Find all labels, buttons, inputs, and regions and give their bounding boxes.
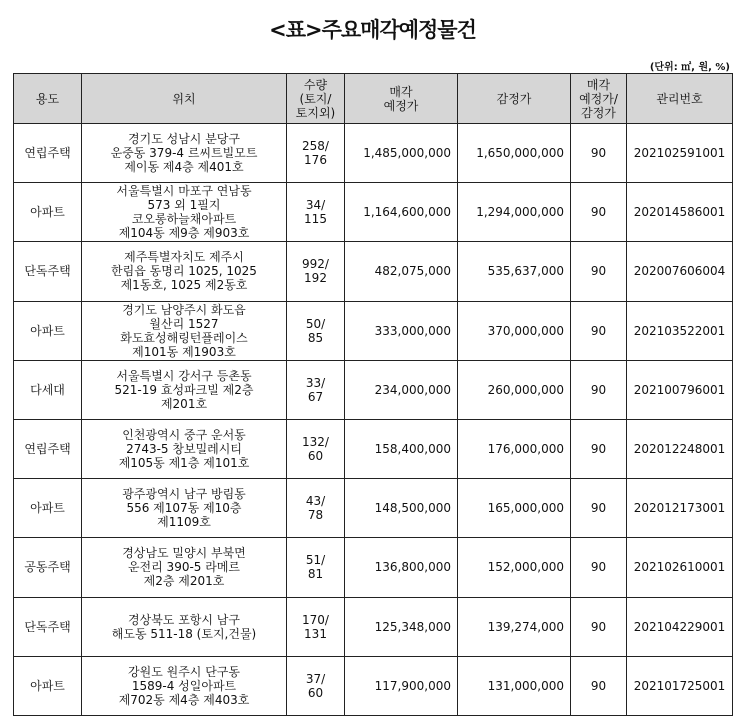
cell-quantity: 170/ 131 [287, 597, 345, 656]
cell-manage-no: 202102610001 [627, 538, 733, 597]
cell-ratio: 90 [571, 183, 627, 242]
table-row [14, 656, 733, 715]
cell-sale-price: 117,900,000 [345, 656, 458, 715]
cell-sale-price: 234,000,000 [345, 360, 458, 419]
cell-use: 아파트 [14, 479, 82, 538]
cell-appraisal: 165,000,000 [458, 479, 571, 538]
cell-quantity: 33/ 67 [287, 360, 345, 419]
cell-ratio: 90 [571, 301, 627, 360]
cell-appraisal: 260,000,000 [458, 360, 571, 419]
cell-location: 서울특별시 마포구 연남동 573 외 1필지 코오롱하늘채아파트 제104동 제9층 제903호 [82, 183, 287, 242]
cell-ratio: 90 [571, 124, 627, 183]
unit-note: (단위: ㎡, 원, %) [649, 62, 730, 73]
cell-appraisal: 1,650,000,000 [458, 124, 571, 183]
cell-manage-no: 202007606004 [627, 242, 733, 301]
cell-manage-no: 202104229001 [627, 597, 733, 656]
cell-quantity: 37/ 60 [287, 656, 345, 715]
table-row [14, 124, 733, 183]
table-row [14, 597, 733, 656]
cell-appraisal: 1,294,000,000 [458, 183, 571, 242]
cell-ratio: 90 [571, 597, 627, 656]
page-title: <표>주요매각예정물건 [269, 18, 476, 42]
cell-sale-price: 1,485,000,000 [345, 124, 458, 183]
cell-use: 아파트 [14, 301, 82, 360]
cell-use: 공동주택 [14, 538, 82, 597]
cell-manage-no: 202012248001 [627, 419, 733, 478]
table-row [14, 301, 733, 360]
table-row [14, 360, 733, 419]
cell-location: 경상남도 밀양시 부북면 운전리 390-5 라메르 제2층 제201호 [82, 538, 287, 597]
cell-sale-price: 136,800,000 [345, 538, 458, 597]
cell-location: 광주광역시 남구 방림동 556 제107동 제10층 제1109호 [82, 479, 287, 538]
cell-sale-price: 148,500,000 [345, 479, 458, 538]
cell-sale-price: 482,075,000 [345, 242, 458, 301]
cell-location: 서울특별시 강서구 등촌동 521-19 효성파크빌 제2층 제201호 [82, 360, 287, 419]
cell-location: 경기도 남양주시 화도읍 월산리 1527 화도효성해링턴플레이스 제101동 제1903호 [82, 301, 287, 360]
cell-location: 경상북도 포항시 남구 해도동 511-18 (토지,건물) [82, 597, 287, 656]
cell-quantity: 34/ 115 [287, 183, 345, 242]
header-quantity: 수량 (토지/ 토지외) [287, 74, 345, 124]
cell-quantity: 132/ 60 [287, 419, 345, 478]
header-manage-no: 관리번호 [627, 74, 733, 124]
cell-sale-price: 158,400,000 [345, 419, 458, 478]
cell-ratio: 90 [571, 242, 627, 301]
cell-use: 연립주택 [14, 124, 82, 183]
header-location: 위치 [82, 74, 287, 124]
cell-quantity: 43/ 78 [287, 479, 345, 538]
cell-use: 연립주택 [14, 419, 82, 478]
cell-manage-no: 202100796001 [627, 360, 733, 419]
cell-quantity: 51/ 81 [287, 538, 345, 597]
cell-manage-no: 202012173001 [627, 479, 733, 538]
cell-ratio: 90 [571, 656, 627, 715]
cell-quantity: 258/ 176 [287, 124, 345, 183]
cell-location: 강원도 원주시 단구동 1589-4 성일아파트 제702동 제4층 제403호 [82, 656, 287, 715]
table-row [14, 242, 733, 301]
table-row [14, 479, 733, 538]
cell-manage-no: 202103522001 [627, 301, 733, 360]
cell-appraisal: 370,000,000 [458, 301, 571, 360]
cell-quantity: 50/ 85 [287, 301, 345, 360]
table-row [14, 538, 733, 597]
cell-sale-price: 125,348,000 [345, 597, 458, 656]
cell-use: 단독주택 [14, 597, 82, 656]
cell-location: 제주특별자치도 제주시 한림읍 동명리 1025, 1025 제1동호, 1025 제2동호 [82, 242, 287, 301]
cell-ratio: 90 [571, 479, 627, 538]
cell-appraisal: 139,274,000 [458, 597, 571, 656]
cell-use: 단독주택 [14, 242, 82, 301]
cell-quantity: 992/ 192 [287, 242, 345, 301]
cell-location: 인천광역시 중구 운서동 2743-5 창보밀레시티 제105동 제1층 제101호 [82, 419, 287, 478]
cell-use: 다세대 [14, 360, 82, 419]
cell-appraisal: 176,000,000 [458, 419, 571, 478]
table-header-row [14, 74, 733, 124]
header-sale-price: 매각 예정가 [345, 74, 458, 124]
cell-use: 아파트 [14, 183, 82, 242]
table-row [14, 419, 733, 478]
cell-sale-price: 333,000,000 [345, 301, 458, 360]
cell-appraisal: 152,000,000 [458, 538, 571, 597]
cell-manage-no: 202101725001 [627, 656, 733, 715]
cell-ratio: 90 [571, 538, 627, 597]
cell-manage-no: 202014586001 [627, 183, 733, 242]
table-row [14, 183, 733, 242]
header-appraisal: 감정가 [458, 74, 571, 124]
cell-sale-price: 1,164,600,000 [345, 183, 458, 242]
cell-use: 아파트 [14, 656, 82, 715]
property-table [13, 73, 733, 716]
cell-location: 경기도 성남시 분당구 운중동 379-4 르씨트빌모트 제이동 제4층 제401호 [82, 124, 287, 183]
cell-ratio: 90 [571, 360, 627, 419]
cell-appraisal: 535,637,000 [458, 242, 571, 301]
cell-appraisal: 131,000,000 [458, 656, 571, 715]
cell-manage-no: 202102591001 [627, 124, 733, 183]
cell-ratio: 90 [571, 419, 627, 478]
header-ratio: 매각 예정가/ 감정가 [571, 74, 627, 124]
header-use: 용도 [14, 74, 82, 124]
